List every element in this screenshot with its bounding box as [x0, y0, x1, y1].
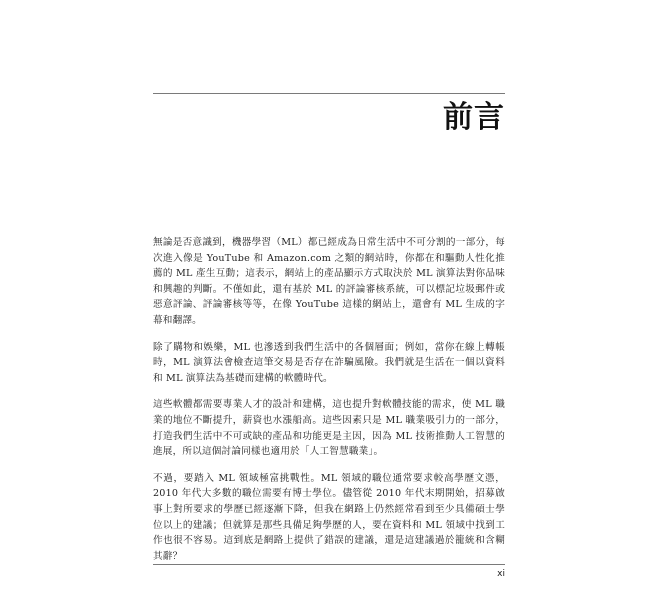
paragraph-1: 無論是否意識到，機器學習（ML）都已經成為日常生活中不可分割的一部分，每次進入像是 YouTube 和 Amazon.com 之類的網站時，你都在和驅動人性化推薦的 ML 產生互動；這表示，網站上的產品顯示方式取決於 ML 演算法對你品味和興趣的判斷。不僅如此，還有基於 ML 的評論審核系統，可以標記垃圾郵件或惡意評論、評論審核等等，在像 YouTube 這樣的網站上，還會有 ML 生成的字幕和翻譯。: [153, 237, 505, 326]
paragraph-2: 除了購物和娛樂，ML 也滲透到我們生活中的各個層面；例如，當你在線上轉帳時，ML 演算法會檢查這筆交易是否存在詐騙風險。我們就是生活在一個以資料和 ML 演算法為基礎而建構的軟體時代。: [153, 341, 505, 384]
paragraph-3: 這些軟體都需要專業人才的設計和建構，這也提升對軟體技能的需求，使 ML 職業的地位不斷提升，薪資也水漲船高。這些因素只是 ML 職業吸引力的一部分，打造我們生活中不可或缺的產品和功能更是主因，因為 ML 技術推動人工智慧的進展，所以這個討論同樣也適用於「人工智慧職業」。: [153, 399, 505, 458]
header-rule: [153, 93, 505, 94]
page-number: xi: [497, 569, 505, 579]
body-text: [153, 235, 505, 575]
chapter-title: 前言: [443, 100, 505, 135]
footer-rule: [153, 564, 505, 565]
paragraph-4: 不過，要踏入 ML 領域極富挑戰性。ML 領域的職位通常要求較高學歷文憑，2010 年代大多數的職位需要有博士學位。儘管從 2010 年代末期開始，招募啟事上對所要求的學歷已經逐漸下降，但我在網路上仍然經常看到至少具備碩士學位以上的建議；但就算是那些具備足夠學歷的人，要在資料和 ML 領域中找到工作也很不容易。這到底是網路上提供了錯誤的建議，還是這建議過於籠統和含糊其辭？: [153, 472, 505, 562]
